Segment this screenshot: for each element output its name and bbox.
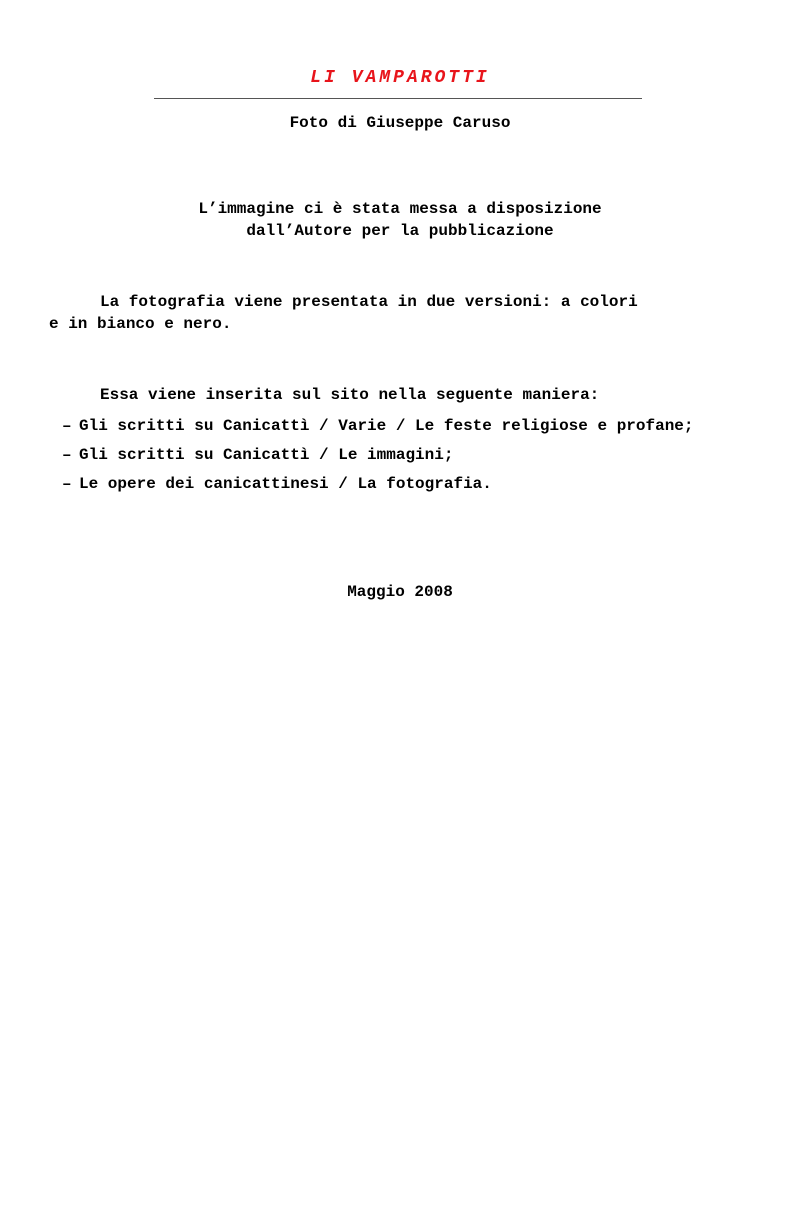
- intro-line: e in bianco e nero.: [49, 315, 232, 333]
- intro-paragraph: [49, 291, 749, 335]
- intro-line: La fotografia viene presentata in due versioni: a colori: [100, 293, 638, 311]
- list-item-text: Gli scritti su Canicattì / Le immagini;: [79, 446, 454, 464]
- dash-bullet: –: [62, 475, 72, 493]
- credit-line: L’immagine ci è stata messa a disposizione: [198, 200, 602, 218]
- credit-note: [0, 198, 800, 242]
- photo-author: Foto di Giuseppe Caruso: [289, 114, 511, 132]
- credit-line: dall’Autore per la pubblicazione: [246, 222, 554, 240]
- dash-bullet: –: [62, 446, 72, 464]
- list-item: [62, 445, 750, 466]
- list-item: [62, 416, 750, 437]
- dash-bullet: –: [62, 417, 72, 435]
- document-date: Maggio 2008: [347, 583, 453, 601]
- list-item-text: Gli scritti su Canicattì / Varie / Le feste religiose e profane;: [79, 417, 694, 435]
- list-item-text: Le opere dei canicattinesi / La fotografia.: [79, 475, 492, 493]
- document-title: LI VAMPAROTTI: [310, 68, 490, 88]
- placement-list: [62, 416, 750, 503]
- title-divider: [154, 98, 642, 99]
- list-item: [62, 474, 750, 495]
- list-lead: Essa viene inserita sul sito nella seguente maniera:: [100, 386, 600, 404]
